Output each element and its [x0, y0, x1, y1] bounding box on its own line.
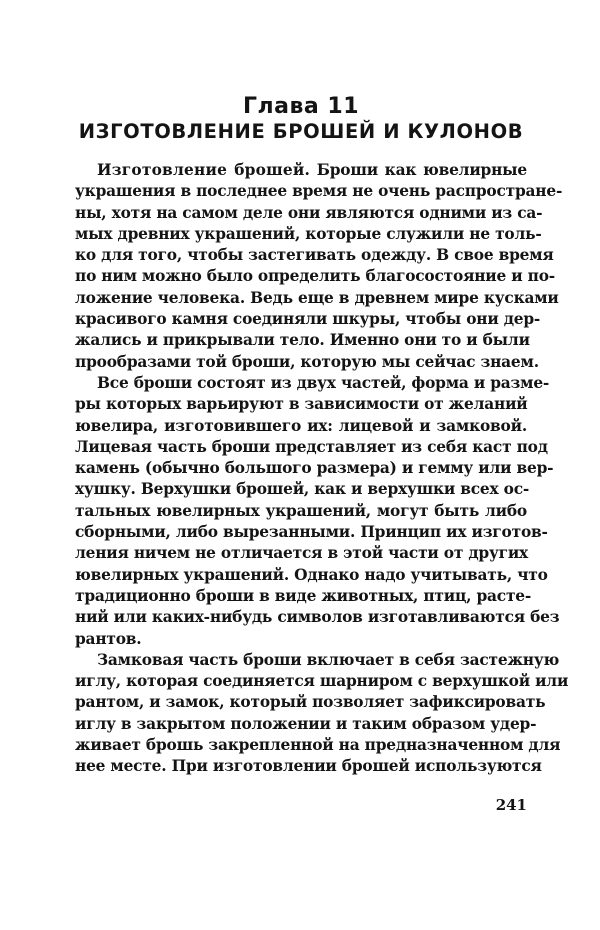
body-text: [75, 160, 569, 778]
text-line: хушку. Верхушки брошей, как и верхушки всех ос-: [75, 480, 530, 499]
text-line: иглу в закрытом положении и таким образом удер-: [75, 714, 537, 733]
paragraph: [75, 160, 563, 373]
text-line: ювелирных украшений. Однако надо учитывать, что: [75, 565, 548, 584]
text-line: ко для того, чтобы застегивать одежду. В свое время: [75, 246, 554, 265]
text-line: прообразами той броши, которую мы сейчас знаем.: [75, 352, 539, 371]
chapter-number: Глава 11: [242, 94, 360, 119]
text-line: мых древних украшений, которые служили не толь-: [75, 224, 542, 243]
chapter-title: ИЗГОТОВЛЕНИЕ БРОШЕЙ И КУЛОНОВ: [78, 120, 524, 143]
text-line: рантов.: [75, 629, 142, 648]
text-line: Лицевая часть броши представляет из себя каст под: [75, 437, 548, 456]
text-line: украшения в последнее время не очень распростране-: [75, 182, 563, 201]
paragraph: [75, 373, 560, 650]
text-line: ны, хотя на самом деле они являются одними из са-: [75, 203, 543, 222]
text-line: по ним можно было определить благосостояние и по-: [75, 267, 555, 286]
text-line: камень (обычно большого размера) и гемму или вер-: [75, 459, 554, 478]
text-line: Замковая часть броши включает в себя застежную: [97, 650, 560, 669]
text-line: ры которых варьируют в зависимости от желаний: [75, 395, 528, 414]
text-line: красивого камня соединяли шкуры, чтобы они дер-: [75, 310, 541, 329]
text-line: ления ничем не отличается в этой части от других: [75, 544, 529, 563]
text-line: нее месте. При изготовлении брошей используются: [75, 757, 542, 776]
text-line: Все броши состоят из двух частей, форма и разме-: [97, 373, 550, 392]
paragraph: [75, 650, 569, 778]
text-line: сборными, либо вырезанными. Принцип их изготов-: [75, 523, 548, 542]
text-line: тальных ювелирных украшений, могут быть либо: [75, 501, 527, 520]
text-line: жались и прикрывали тело. Именно они то и были: [75, 331, 530, 350]
text-line: рантом, и замок, который позволяет зафиксировать: [75, 693, 546, 712]
text-line: ний или каких-нибудь символов изготавливаются без: [75, 608, 560, 627]
text-line: традиционно броши в виде животных, птиц, расте-: [75, 586, 532, 605]
text-line: иглу, которая соединяется шарниром с верхушкой или: [75, 672, 569, 691]
run-in-heading: Изготовление брошей.: [97, 161, 311, 179]
text-line: ложение человека. Ведь еще в древнем мире кусками: [75, 288, 559, 307]
text-line: ювелира, изготовившего их: лицевой и замковой.: [75, 416, 527, 435]
text-line: Изготовление брошей. Броши как ювелирные: [97, 161, 527, 179]
text-line: живает брошь закрепленной на предназначенном для: [75, 736, 561, 755]
page-number: 241: [495, 796, 527, 814]
